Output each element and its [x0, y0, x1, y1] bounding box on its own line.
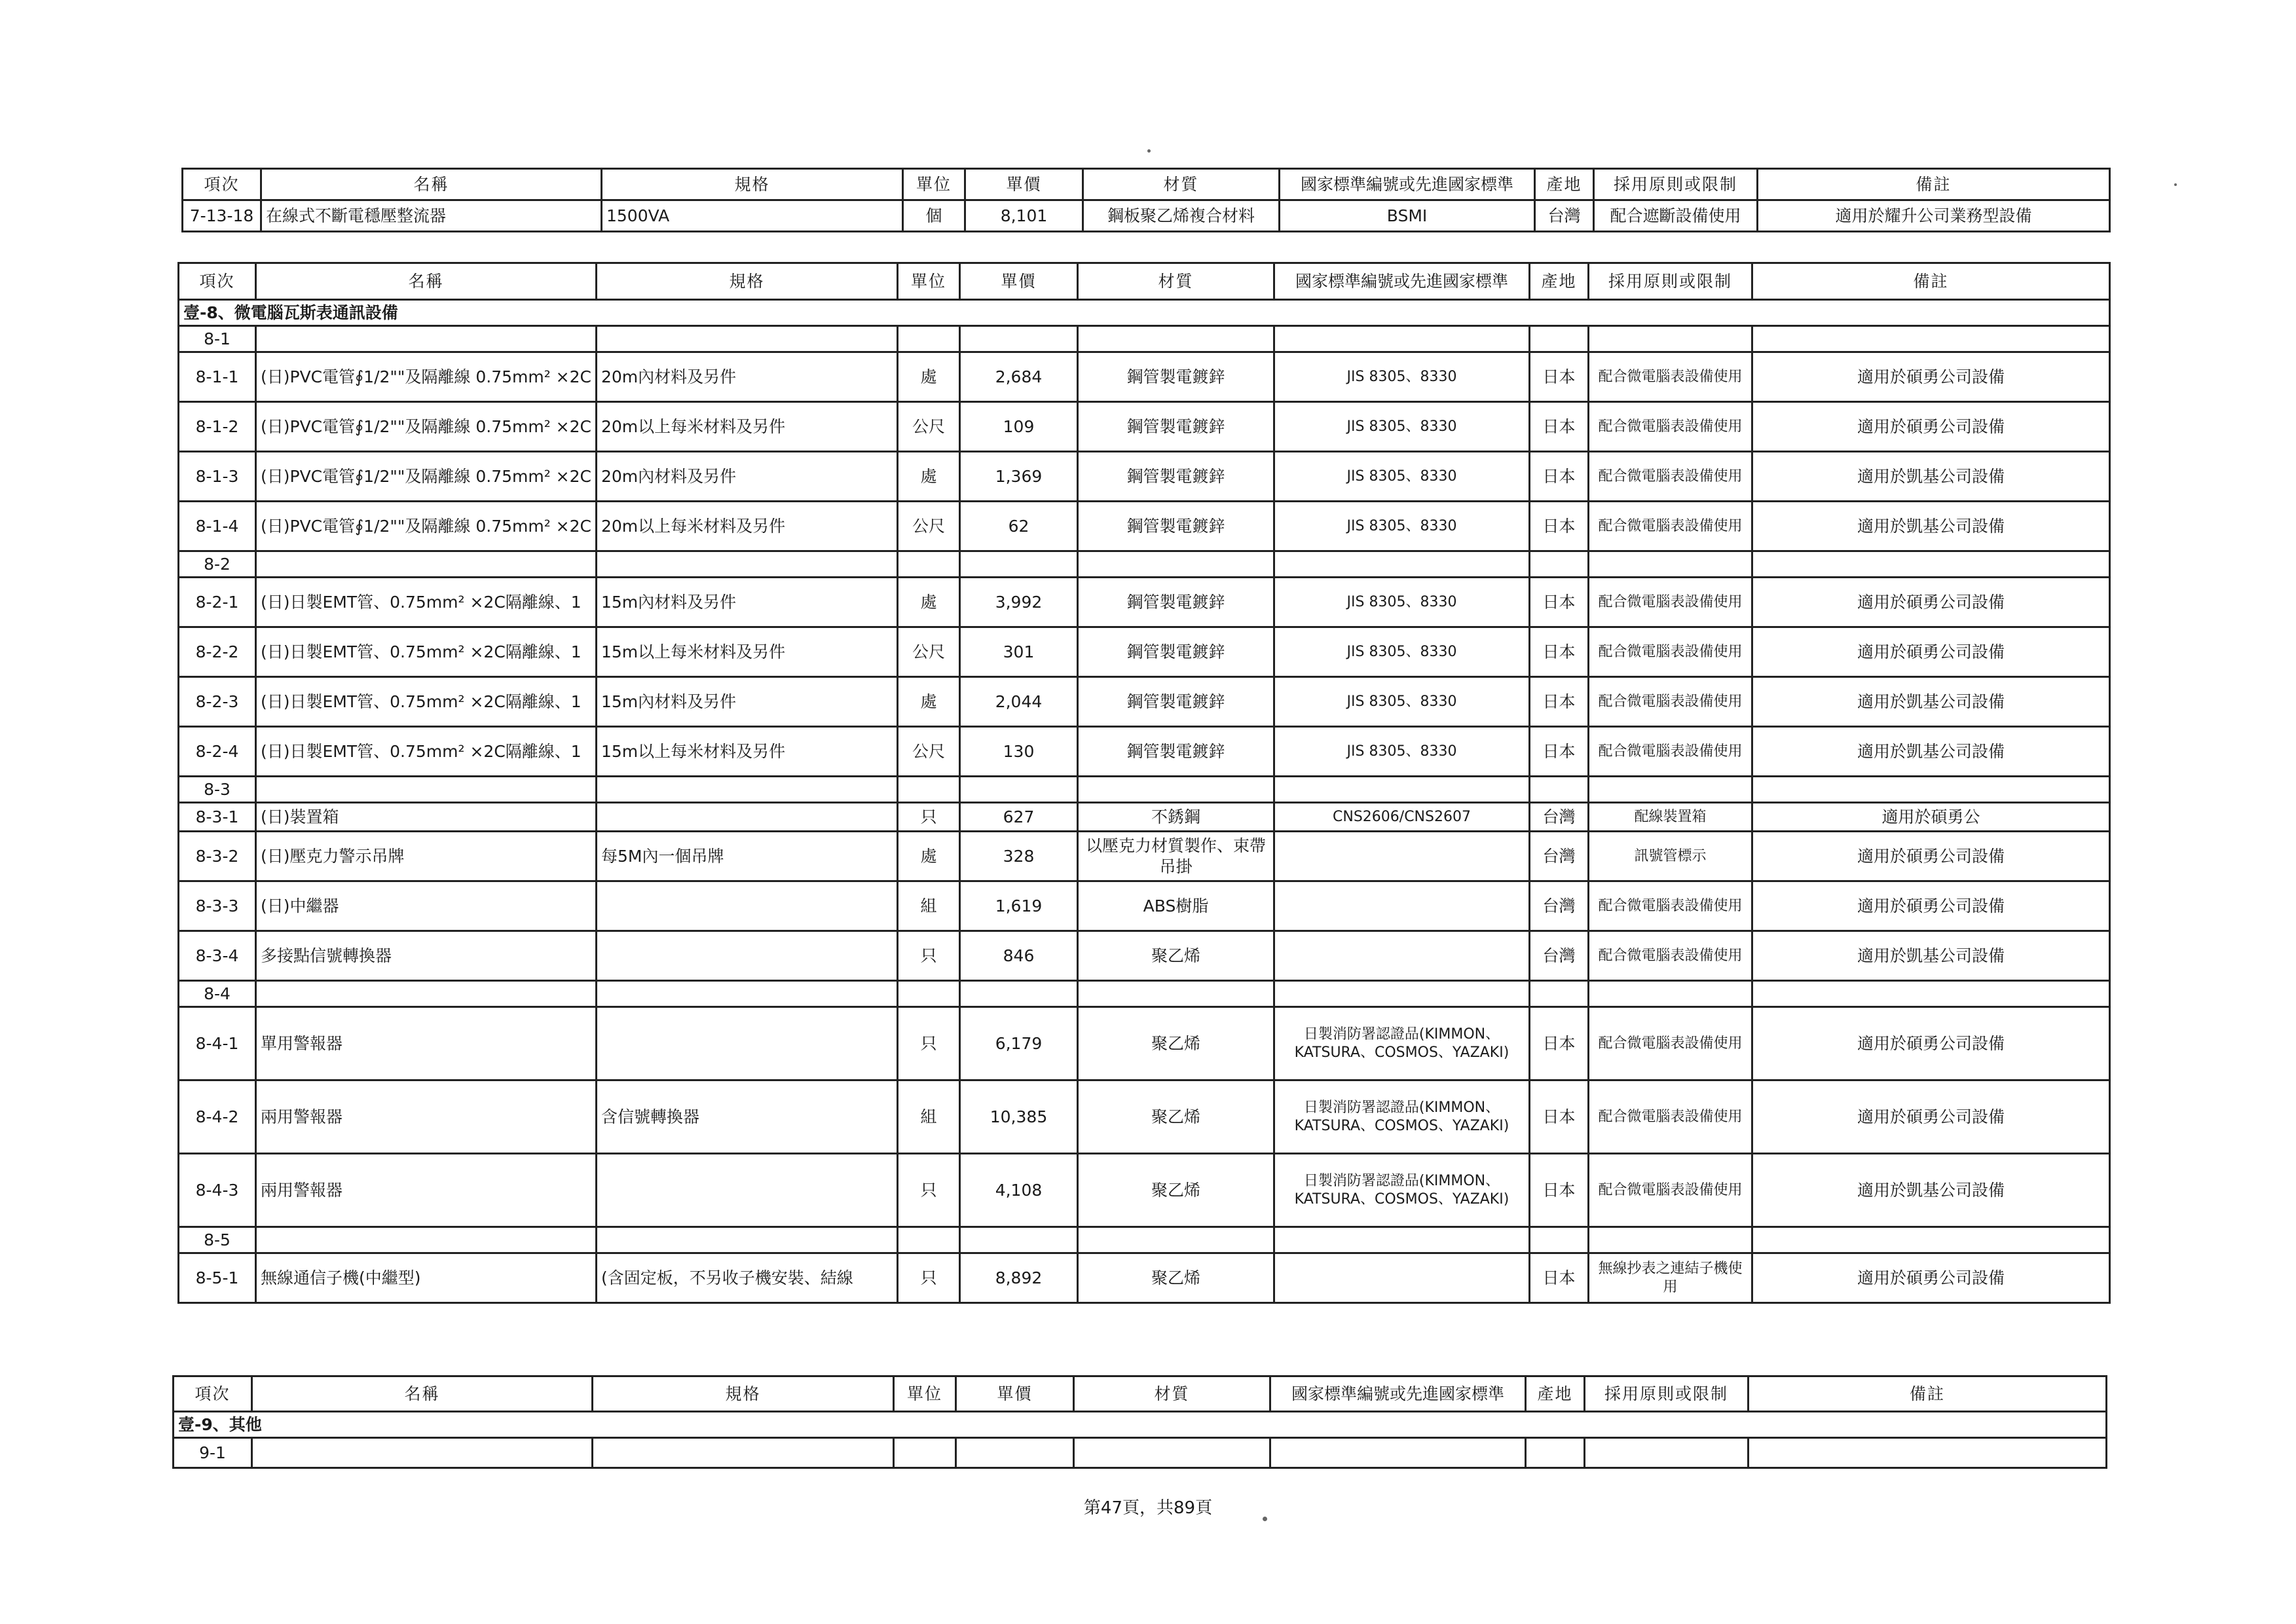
cell-material: 鋼管製電鍍鋅 — [1078, 627, 1274, 677]
cell-origin: 台灣 — [1530, 803, 1589, 832]
cell-remark: 適用於碩勇公司設備 — [1752, 352, 2110, 402]
cell-spec: 15m以上每米材料及另件 — [597, 727, 898, 777]
cell-item: 7-13-18 — [183, 200, 261, 232]
table-row — [179, 1253, 2110, 1303]
table-row — [179, 832, 2110, 881]
cell-standard: JIS 8305、8330 — [1274, 727, 1530, 777]
header-row — [179, 263, 2110, 300]
group-row — [179, 326, 2110, 352]
cell-item: 8-1-2 — [179, 402, 256, 452]
group-label: 8-3 — [179, 777, 256, 803]
cell-standard: JIS 8305、8330 — [1274, 502, 1530, 551]
table-row — [179, 352, 2110, 402]
header-price: 單價 — [965, 169, 1083, 200]
cell-item: 8-4-1 — [179, 1007, 256, 1080]
cell-remark: 適用於凱基公司設備 — [1752, 931, 2110, 981]
cell-unit: 處 — [898, 677, 960, 727]
cell-material: 鋼管製電鍍鋅 — [1078, 402, 1274, 452]
cell-spec: 20m內材料及另件 — [597, 452, 898, 502]
cell-unit: 只 — [898, 803, 960, 832]
cell-principle: 配合微電腦表設備使用 — [1589, 1154, 1752, 1227]
table-row — [179, 627, 2110, 677]
cell-price: 328 — [960, 832, 1078, 881]
cell-origin: 日本 — [1530, 727, 1589, 777]
cell-name: (日)日製EMT管、0.75mm² ×2C隔離線、1 — [256, 677, 597, 727]
header-remark: 備註 — [1758, 169, 2110, 200]
table-top — [181, 168, 2111, 232]
cell-spec — [597, 803, 898, 832]
cell-remark: 適用於凱基公司設備 — [1752, 677, 2110, 727]
cell-unit: 個 — [903, 200, 965, 232]
cell-unit: 公尺 — [898, 502, 960, 551]
cell-principle: 配合微電腦表設備使用 — [1589, 727, 1752, 777]
cell-origin: 日本 — [1530, 677, 1589, 727]
cell-name: (日)日製EMT管、0.75mm² ×2C隔離線、1 — [256, 727, 597, 777]
cell-principle: 配合微電腦表設備使用 — [1589, 1007, 1752, 1080]
header-material: 材質 — [1074, 1376, 1270, 1412]
cell-spec — [597, 1154, 898, 1227]
group-row — [174, 1438, 2107, 1468]
cell-name: (日)PVC電管∮1/2""及隔離線 0.75mm² ×2C — [256, 452, 597, 502]
cell-principle: 配線裝置箱 — [1589, 803, 1752, 832]
section-title: 壹-9、其他 — [174, 1412, 2107, 1438]
cell-name: (日)壓克力警示吊牌 — [256, 832, 597, 881]
cell-unit: 處 — [898, 578, 960, 627]
table-main — [177, 262, 2111, 1304]
cell-price: 109 — [960, 402, 1078, 452]
cell-item: 8-3-1 — [179, 803, 256, 832]
cell-origin: 台灣 — [1530, 832, 1589, 881]
cell-standard — [1274, 832, 1530, 881]
header-standard: 國家標準編號或先進國家標準 — [1270, 1376, 1526, 1412]
group-row — [179, 777, 2110, 803]
cell-principle: 配合微電腦表設備使用 — [1589, 881, 1752, 931]
cell-spec: 15m內材料及另件 — [597, 677, 898, 727]
table-row — [179, 1007, 2110, 1080]
cell-unit: 公尺 — [898, 627, 960, 677]
cell-item: 8-2-2 — [179, 627, 256, 677]
cell-item: 8-3-4 — [179, 931, 256, 981]
table-row — [179, 1154, 2110, 1227]
section-row — [179, 300, 2110, 326]
cell-standard: 日製消防署認證品(KIMMON、KATSURA、COSMOS、YAZAKI) — [1274, 1080, 1530, 1154]
header-row — [174, 1376, 2107, 1412]
cell-origin: 台灣 — [1535, 200, 1594, 232]
cell-unit: 處 — [898, 352, 960, 402]
group-row — [179, 1227, 2110, 1253]
cell-principle: 配合微電腦表設備使用 — [1589, 502, 1752, 551]
group-row — [179, 551, 2110, 578]
cell-item: 8-4-2 — [179, 1080, 256, 1154]
cell-unit: 只 — [898, 1253, 960, 1303]
cell-remark: 適用於碩勇公司設備 — [1752, 881, 2110, 931]
header-remark: 備註 — [1752, 263, 2110, 300]
scan-speck — [2174, 183, 2177, 186]
cell-origin: 日本 — [1530, 402, 1589, 452]
cell-origin: 日本 — [1530, 627, 1589, 677]
header-spec: 規格 — [602, 169, 903, 200]
cell-spec — [597, 1007, 898, 1080]
group-label: 9-1 — [174, 1438, 252, 1468]
cell-name: (日)日製EMT管、0.75mm² ×2C隔離線、1 — [256, 627, 597, 677]
cell-item: 8-5-1 — [179, 1253, 256, 1303]
cell-item: 8-2-3 — [179, 677, 256, 727]
cell-price: 8,101 — [965, 200, 1083, 232]
cell-principle: 配合微電腦表設備使用 — [1589, 931, 1752, 981]
cell-price: 3,992 — [960, 578, 1078, 627]
cell-remark: 適用於耀升公司業務型設備 — [1758, 200, 2110, 232]
cell-origin: 台灣 — [1530, 931, 1589, 981]
cell-standard: 日製消防署認證品(KIMMON、KATSURA、COSMOS、YAZAKI) — [1274, 1154, 1530, 1227]
cell-material: 鋼板聚乙烯複合材料 — [1083, 200, 1280, 232]
header-origin: 產地 — [1535, 169, 1594, 200]
header-origin: 產地 — [1526, 1376, 1585, 1412]
header-name: 名稱 — [256, 263, 597, 300]
cell-name: (日)中繼器 — [256, 881, 597, 931]
cell-price: 301 — [960, 627, 1078, 677]
cell-remark: 適用於凱基公司設備 — [1752, 452, 2110, 502]
cell-name: (日)裝置箱 — [256, 803, 597, 832]
cell-remark: 適用於碩勇公司設備 — [1752, 1080, 2110, 1154]
cell-remark: 適用於碩勇公司設備 — [1752, 1253, 2110, 1303]
cell-origin: 日本 — [1530, 352, 1589, 402]
table-row — [183, 200, 2110, 232]
header-principle: 採用原則或限制 — [1589, 263, 1752, 300]
cell-material: 以壓克力材質製作、束帶吊掛 — [1078, 832, 1274, 881]
cell-standard — [1274, 1253, 1530, 1303]
header-price: 單價 — [956, 1376, 1074, 1412]
cell-price: 130 — [960, 727, 1078, 777]
table-bottom — [172, 1375, 2107, 1469]
cell-price: 6,179 — [960, 1007, 1078, 1080]
cell-price: 2,044 — [960, 677, 1078, 727]
cell-remark: 適用於碩勇公司設備 — [1752, 832, 2110, 881]
cell-remark: 適用於凱基公司設備 — [1752, 502, 2110, 551]
cell-unit: 只 — [898, 1007, 960, 1080]
cell-material: 鋼管製電鍍鋅 — [1078, 677, 1274, 727]
table-row — [179, 402, 2110, 452]
cell-name: 單用警報器 — [256, 1007, 597, 1080]
cell-price: 1,369 — [960, 452, 1078, 502]
cell-material: 鋼管製電鍍鋅 — [1078, 578, 1274, 627]
cell-origin: 日本 — [1530, 452, 1589, 502]
cell-unit: 處 — [898, 832, 960, 881]
header-unit: 單位 — [898, 263, 960, 300]
cell-name: 多接點信號轉換器 — [256, 931, 597, 981]
section-row — [174, 1412, 2107, 1438]
cell-standard: JIS 8305、8330 — [1274, 627, 1530, 677]
cell-item: 8-3-3 — [179, 881, 256, 931]
cell-material: 聚乙烯 — [1078, 931, 1274, 981]
cell-spec: 20m以上每米材料及另件 — [597, 502, 898, 551]
header-unit: 單位 — [903, 169, 965, 200]
cell-unit: 組 — [898, 881, 960, 931]
cell-unit: 組 — [898, 1080, 960, 1154]
group-label: 8-4 — [179, 981, 256, 1007]
cell-standard: 日製消防署認證品(KIMMON、KATSURA、COSMOS、YAZAKI) — [1274, 1007, 1530, 1080]
cell-origin: 日本 — [1530, 502, 1589, 551]
cell-standard: JIS 8305、8330 — [1274, 578, 1530, 627]
cell-origin: 日本 — [1530, 1007, 1589, 1080]
cell-standard — [1274, 881, 1530, 931]
cell-item: 8-1-3 — [179, 452, 256, 502]
cell-remark: 適用於碩勇公 — [1752, 803, 2110, 832]
cell-price: 10,385 — [960, 1080, 1078, 1154]
cell-spec — [597, 931, 898, 981]
table-row — [179, 452, 2110, 502]
cell-origin: 日本 — [1530, 1080, 1589, 1154]
page-number: 第47頁，共89頁 — [1083, 1498, 1213, 1518]
scan-speck — [1263, 1517, 1267, 1521]
header-standard: 國家標準編號或先進國家標準 — [1280, 169, 1535, 200]
cell-unit: 只 — [898, 1154, 960, 1227]
cell-spec — [597, 881, 898, 931]
header-price: 單價 — [960, 263, 1078, 300]
cell-remark: 適用於凱基公司設備 — [1752, 1154, 2110, 1227]
cell-material: 鋼管製電鍍鋅 — [1078, 727, 1274, 777]
header-item: 項次 — [183, 169, 261, 200]
cell-principle: 無線抄表之連結子機使用 — [1589, 1253, 1752, 1303]
cell-material: ABS樹脂 — [1078, 881, 1274, 931]
header-remark: 備註 — [1749, 1376, 2107, 1412]
cell-spec: 20m以上每米材料及另件 — [597, 402, 898, 452]
header-item: 項次 — [179, 263, 256, 300]
table-row — [179, 578, 2110, 627]
header-origin: 產地 — [1530, 263, 1589, 300]
cell-name: (日)PVC電管∮1/2""及隔離線 0.75mm² ×2C — [256, 502, 597, 551]
cell-material: 聚乙烯 — [1078, 1080, 1274, 1154]
cell-origin: 日本 — [1530, 1154, 1589, 1227]
cell-spec: 20m內材料及另件 — [597, 352, 898, 402]
table-row — [179, 677, 2110, 727]
cell-remark: 適用於碩勇公司設備 — [1752, 578, 2110, 627]
header-material: 材質 — [1083, 169, 1280, 200]
header-standard: 國家標準編號或先進國家標準 — [1274, 263, 1530, 300]
cell-origin: 台灣 — [1530, 881, 1589, 931]
cell-material: 不銹鋼 — [1078, 803, 1274, 832]
cell-remark: 適用於碩勇公司設備 — [1752, 1007, 2110, 1080]
cell-material: 鋼管製電鍍鋅 — [1078, 452, 1274, 502]
cell-item: 8-2-4 — [179, 727, 256, 777]
cell-price: 2,684 — [960, 352, 1078, 402]
cell-principle: 配合微電腦表設備使用 — [1589, 402, 1752, 452]
cell-material: 聚乙烯 — [1078, 1007, 1274, 1080]
cell-origin: 日本 — [1530, 578, 1589, 627]
cell-standard: JIS 8305、8330 — [1274, 352, 1530, 402]
cell-name: (日)日製EMT管、0.75mm² ×2C隔離線、1 — [256, 578, 597, 627]
cell-price: 62 — [960, 502, 1078, 551]
cell-principle: 配合微電腦表設備使用 — [1589, 1080, 1752, 1154]
table-row — [179, 502, 2110, 551]
cell-standard — [1274, 931, 1530, 981]
cell-name: (日)PVC電管∮1/2""及隔離線 0.75mm² ×2C — [256, 352, 597, 402]
table-row — [179, 727, 2110, 777]
cell-price: 4,108 — [960, 1154, 1078, 1227]
cell-name: 兩用警報器 — [256, 1080, 597, 1154]
header-unit: 單位 — [894, 1376, 956, 1412]
cell-price: 846 — [960, 931, 1078, 981]
cell-principle: 訊號管標示 — [1589, 832, 1752, 881]
cell-item: 8-1-4 — [179, 502, 256, 551]
group-label: 8-1 — [179, 326, 256, 352]
cell-origin: 日本 — [1530, 1253, 1589, 1303]
cell-spec: 15m以上每米材料及另件 — [597, 627, 898, 677]
header-spec: 規格 — [597, 263, 898, 300]
cell-price: 627 — [960, 803, 1078, 832]
cell-material: 聚乙烯 — [1078, 1154, 1274, 1227]
cell-spec: 含信號轉換器 — [597, 1080, 898, 1154]
table-row — [179, 1080, 2110, 1154]
cell-item: 8-3-2 — [179, 832, 256, 881]
cell-standard: JIS 8305、8330 — [1274, 452, 1530, 502]
cell-principle: 配合遮斷設備使用 — [1594, 200, 1758, 232]
header-name: 名稱 — [252, 1376, 593, 1412]
cell-principle: 配合微電腦表設備使用 — [1589, 677, 1752, 727]
group-label: 8-5 — [179, 1227, 256, 1253]
cell-material: 聚乙烯 — [1078, 1253, 1274, 1303]
cell-spec: 每5M內一個吊牌 — [597, 832, 898, 881]
header-name: 名稱 — [261, 169, 602, 200]
cell-principle: 配合微電腦表設備使用 — [1589, 578, 1752, 627]
cell-price: 8,892 — [960, 1253, 1078, 1303]
cell-standard: JIS 8305、8330 — [1274, 677, 1530, 727]
section-title: 壹-8、微電腦瓦斯表通訊設備 — [179, 300, 2110, 326]
cell-price: 1,619 — [960, 881, 1078, 931]
cell-spec: 15m內材料及另件 — [597, 578, 898, 627]
cell-principle: 配合微電腦表設備使用 — [1589, 452, 1752, 502]
cell-unit: 公尺 — [898, 402, 960, 452]
scan-speck — [1147, 149, 1151, 153]
cell-standard: BSMI — [1280, 200, 1535, 232]
cell-unit: 只 — [898, 931, 960, 981]
cell-remark: 適用於碩勇公司設備 — [1752, 627, 2110, 677]
cell-name: 無線通信子機(中繼型) — [256, 1253, 597, 1303]
cell-remark: 適用於碩勇公司設備 — [1752, 402, 2110, 452]
cell-standard: JIS 8305、8330 — [1274, 402, 1530, 452]
cell-material: 鋼管製電鍍鋅 — [1078, 352, 1274, 402]
cell-principle: 配合微電腦表設備使用 — [1589, 352, 1752, 402]
cell-remark: 適用於凱基公司設備 — [1752, 727, 2110, 777]
table-row — [179, 881, 2110, 931]
cell-item: 8-2-1 — [179, 578, 256, 627]
cell-standard: CNS2606/CNS2607 — [1274, 803, 1530, 832]
cell-spec: 1500VA — [602, 200, 903, 232]
cell-item: 8-1-1 — [179, 352, 256, 402]
header-item: 項次 — [174, 1376, 252, 1412]
cell-name: (日)PVC電管∮1/2""及隔離線 0.75mm² ×2C — [256, 402, 597, 452]
cell-spec: (含固定板，不另收子機安裝、結線 — [597, 1253, 898, 1303]
cell-principle: 配合微電腦表設備使用 — [1589, 627, 1752, 677]
group-label: 8-2 — [179, 551, 256, 578]
table-row — [179, 931, 2110, 981]
cell-name: 在線式不斷電穩壓整流器 — [261, 200, 602, 232]
header-principle: 採用原則或限制 — [1585, 1376, 1749, 1412]
header-principle: 採用原則或限制 — [1594, 169, 1758, 200]
header-row — [183, 169, 2110, 200]
cell-name: 兩用警報器 — [256, 1154, 597, 1227]
header-spec: 規格 — [593, 1376, 894, 1412]
header-material: 材質 — [1078, 263, 1274, 300]
group-row — [179, 981, 2110, 1007]
cell-unit: 處 — [898, 452, 960, 502]
cell-unit: 公尺 — [898, 727, 960, 777]
cell-item: 8-4-3 — [179, 1154, 256, 1227]
cell-material: 鋼管製電鍍鋅 — [1078, 502, 1274, 551]
table-row — [179, 803, 2110, 832]
